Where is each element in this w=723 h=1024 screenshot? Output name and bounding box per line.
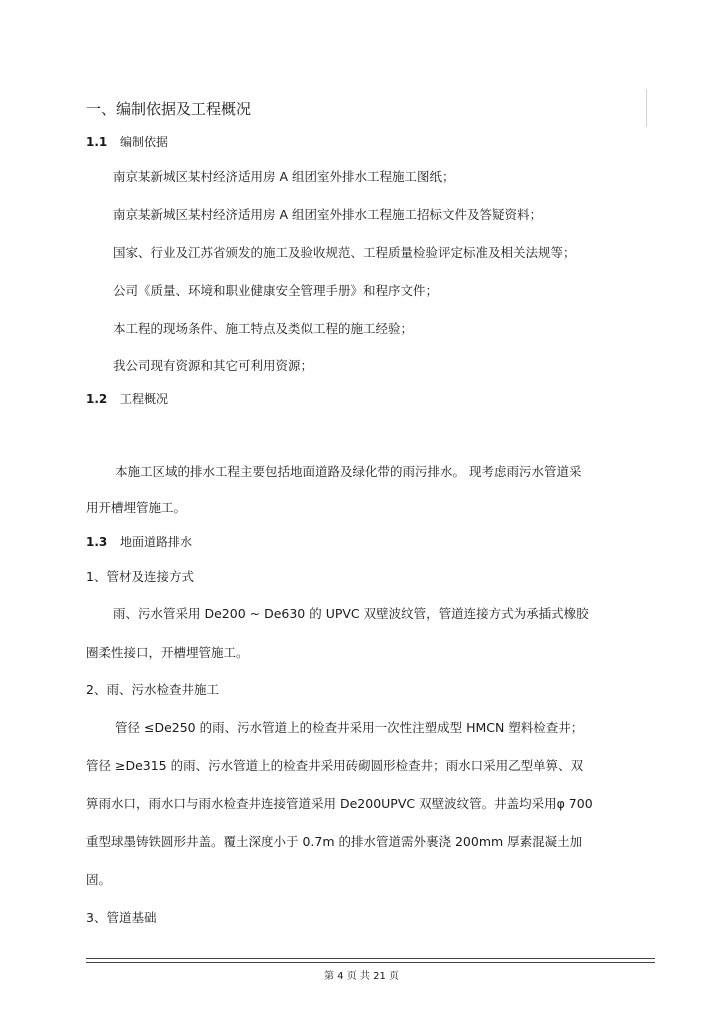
heading-compilation-basis-overview: 一、编制依据及工程概况 <box>86 100 252 118</box>
footer-rule-top <box>86 958 655 959</box>
basis-item-2: 南京某新城区某村经济适用房 A 组团室外排水工程施工招标文件及答疑资料； <box>113 207 542 222</box>
well-line-3: 箅雨水口，雨水口与雨水检查井连接管道采用 De200UPVC 双壁波纹管。井盖均采用φ 700 <box>86 796 593 811</box>
item-2-heading: 2、雨、污水检查井施工 <box>86 682 219 697</box>
margin-mark <box>646 89 647 127</box>
section-1-1 <box>86 133 168 150</box>
section-number: 1.1 <box>86 135 108 149</box>
well-line-4: 重型球墨铸铁圆形井盖。覆土深度小于 0.7m 的排水管道需外裹浇 200mm 厚素混凝土加 <box>86 834 583 849</box>
footer-rule-bottom <box>86 962 655 963</box>
page-number: 第 4 页 共 21 页 <box>324 971 399 982</box>
section-title: 地面道路排水 <box>120 535 193 549</box>
basis-item-5: 本工程的现场条件、施工特点及类似工程的施工经验； <box>113 321 414 336</box>
pipe-line-2: 圈柔性接口，开槽埋管施工。 <box>86 645 249 660</box>
item-1-heading: 1、管材及连接方式 <box>86 569 194 584</box>
well-line-5: 固。 <box>86 872 112 887</box>
basis-item-4: 公司《质量、环境和职业健康安全管理手册》和程序文件； <box>113 283 439 298</box>
section-number: 1.2 <box>86 392 108 406</box>
basis-item-6: 我公司现有资源和其它可利用资源； <box>113 358 314 373</box>
section-1-3 <box>86 533 192 550</box>
overview-line-1: 本施工区域的排水工程主要包括地面道路及绿化带的雨污排水。 现考虑雨污水管道采 <box>115 464 582 479</box>
overview-line-2: 用开槽埋管施工。 <box>86 500 187 515</box>
section-title: 编制依据 <box>120 135 169 149</box>
basis-item-3: 国家、行业及江苏省颁发的施工及验收规范、工程质量检验评定标准及相关法规等； <box>113 245 576 260</box>
well-line-1: 管径 ≤De250 的雨、污水管道上的检查井采用一次性注塑成型 HMCN 塑料检查井； <box>115 720 584 735</box>
section-1-2 <box>86 390 168 407</box>
item-3-heading: 3、管道基础 <box>86 910 157 925</box>
well-line-2: 管径 ≥De315 的雨、污水管道上的检查井采用砖砌圆形检查井；雨水口采用乙型单箅、双 <box>86 758 584 773</box>
section-title: 工程概况 <box>120 392 169 406</box>
basis-item-1: 南京某新城区某村经济适用房 A 组团室外排水工程施工图纸； <box>113 169 455 184</box>
pipe-line-1: 雨、污水管采用 De200 ~ De630 的 UPVC 双壁波纹管，管道连接方式为承插式橡胶 <box>113 606 589 621</box>
section-number: 1.3 <box>86 535 108 549</box>
